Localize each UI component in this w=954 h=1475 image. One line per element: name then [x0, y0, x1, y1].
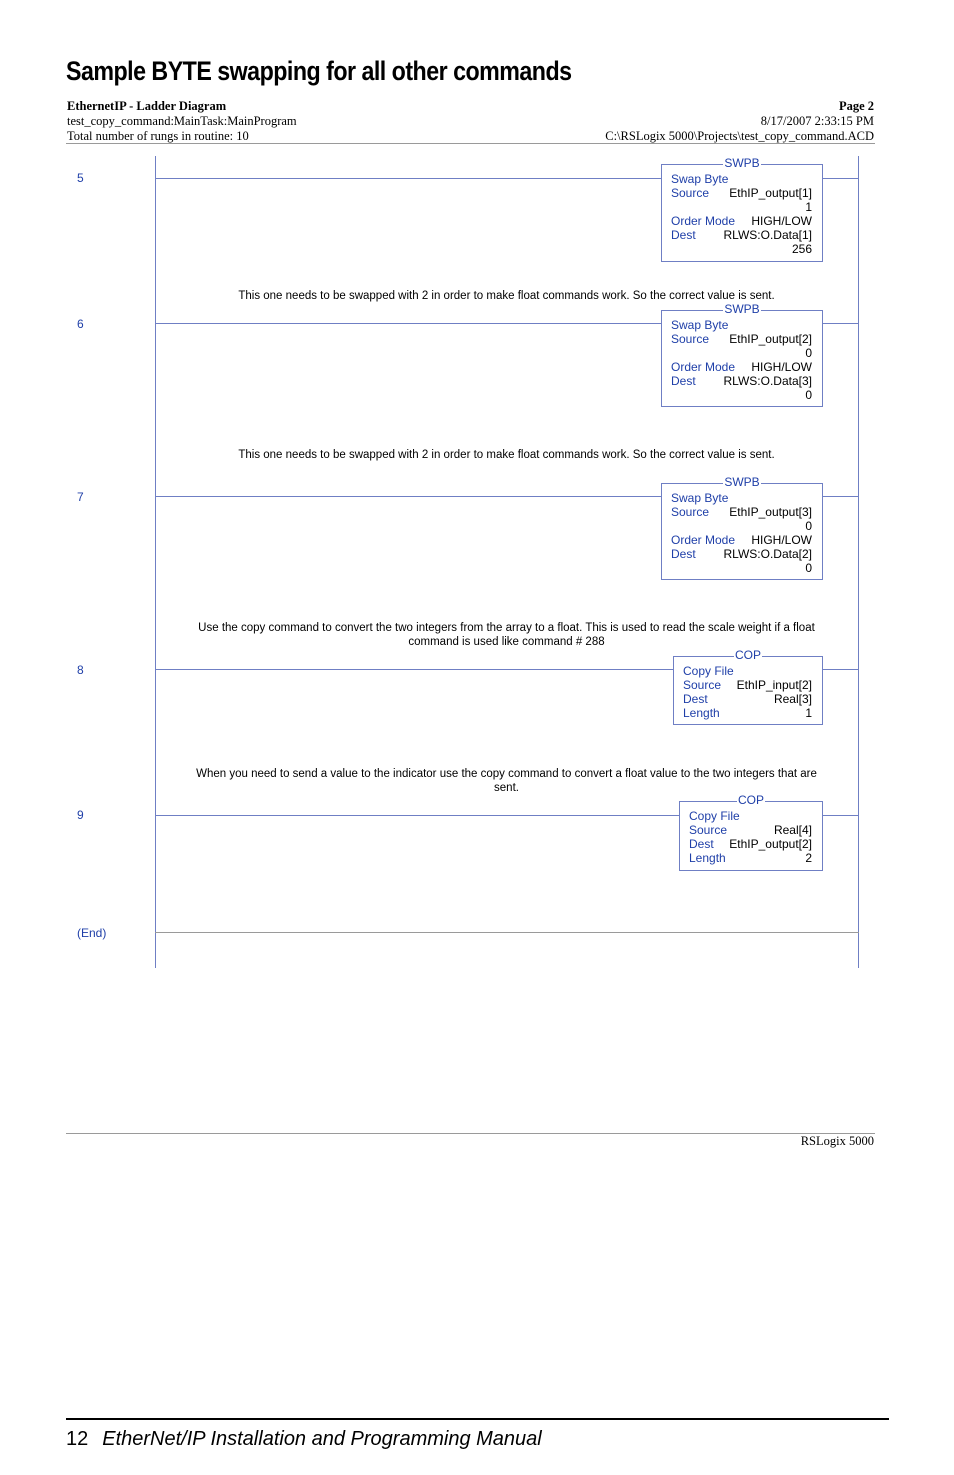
swpb-instruction-block[interactable]: [661, 475, 823, 580]
rung-wire: [155, 496, 662, 497]
instruction-name: Copy File: [683, 664, 734, 678]
source-operand: EthIP_output[3]: [729, 505, 812, 519]
order-mode-value: HIGH/LOW: [751, 360, 812, 374]
routine-path: test_copy_command:MainTask:MainProgram: [67, 114, 297, 128]
rung-number: 9: [77, 808, 84, 822]
source-value: 0: [805, 519, 812, 533]
dest-label: Dest: [671, 547, 696, 561]
dest-value: 256: [791, 242, 812, 256]
dest-operand: RLWS:O.Data[2]: [723, 547, 812, 561]
instruction-mnemonic: COP: [734, 648, 761, 662]
dest-operand: RLWS:O.Data[1]: [723, 228, 812, 242]
length-value: 2: [805, 851, 812, 865]
rung-comment: This one needs to be swapped with 2 in order to make float commands work. So the correct value is sent.: [238, 449, 775, 461]
rung-number: 8: [77, 663, 84, 677]
instruction-mnemonic: SWPB: [724, 475, 760, 489]
instruction-name: Copy File: [689, 809, 740, 823]
swpb-instruction-block[interactable]: [661, 302, 823, 407]
rung-comment: command is used like command # 288: [408, 636, 605, 648]
length-label: Length: [683, 706, 720, 720]
page-footer-rule: [66, 1418, 889, 1420]
instruction-mnemonic: COP: [737, 793, 764, 807]
dest-label: Dest: [683, 692, 708, 706]
rung-wire: [822, 669, 859, 670]
manual-title: EtherNet/IP Installation and Programming Manual: [102, 1428, 542, 1450]
rung-number: 7: [77, 490, 84, 504]
right-power-rail: [858, 156, 859, 968]
rung-wire: [822, 815, 859, 816]
rung-number: 5: [77, 171, 84, 185]
rung-comment: This one needs to be swapped with 2 in order to make float commands work. So the correct value is sent.: [238, 290, 775, 302]
header-divider: [66, 143, 875, 144]
source-operand: EthIP_input[2]: [736, 678, 812, 692]
rung-comment: sent.: [494, 782, 519, 794]
rung-wire: [155, 323, 662, 324]
report-footer-divider: [66, 1133, 875, 1134]
order-mode-label: Order Mode: [671, 533, 736, 547]
order-mode-value: HIGH/LOW: [751, 214, 812, 228]
dest-label: Dest: [689, 837, 714, 851]
source-label: Source: [671, 505, 710, 519]
length-label: Length: [689, 851, 726, 865]
source-operand: EthIP_output[2]: [729, 332, 812, 346]
source-operand: EthIP_output[1]: [729, 186, 812, 200]
end-rung-label: (End): [77, 926, 107, 940]
report-title: EthernetIP - Ladder Diagram: [67, 99, 227, 113]
dest-value: 0: [805, 388, 812, 402]
cop-instruction-block[interactable]: [679, 793, 823, 871]
page-number: 12: [66, 1428, 89, 1450]
rung-wire: [822, 178, 859, 179]
rung-count: Total number of rungs in routine: 10: [67, 129, 249, 143]
length-value: 1: [805, 706, 812, 720]
order-mode-value: HIGH/LOW: [751, 533, 812, 547]
source-label: Source: [689, 823, 728, 837]
page-title: Sample BYTE swapping for all other commands: [66, 56, 572, 86]
instruction-mnemonic: SWPB: [724, 156, 760, 170]
report-footer-text: RSLogix 5000: [800, 1134, 874, 1148]
source-label: Source: [671, 332, 710, 346]
order-mode-label: Order Mode: [671, 360, 736, 374]
dest-value: 0: [805, 561, 812, 575]
page-indicator: Page 2: [838, 99, 874, 113]
source-label: Source: [683, 678, 722, 692]
instruction-mnemonic: SWPB: [724, 302, 760, 316]
rung-wire: [155, 178, 662, 179]
page-footer: [66, 1428, 542, 1451]
source-value: 0: [805, 346, 812, 360]
cop-instruction-block[interactable]: [673, 648, 823, 725]
rung-wire: [822, 323, 859, 324]
dest-operand: Real[3]: [773, 692, 812, 706]
source-label: Source: [671, 186, 710, 200]
rung-number: 6: [77, 317, 84, 331]
rung-comment: When you need to send a value to the indicator use the copy command to convert a float value to the two integers that are: [196, 768, 817, 780]
report-timestamp: 8/17/2007 2:33:15 PM: [760, 114, 874, 128]
instruction-name: Swap Byte: [671, 172, 729, 186]
dest-label: Dest: [671, 374, 696, 388]
source-operand: Real[4]: [773, 823, 812, 837]
rung-wire: [155, 815, 679, 816]
dest-label: Dest: [671, 228, 696, 242]
instruction-name: Swap Byte: [671, 318, 729, 332]
rung-comment: Use the copy command to convert the two integers from the array to a float. This is used to read the scale weight if a float: [198, 622, 815, 634]
project-file-path: C:\RSLogix 5000\Projects\test_copy_command.ACD: [605, 129, 874, 143]
dest-operand: RLWS:O.Data[3]: [723, 374, 812, 388]
left-power-rail: [155, 156, 156, 968]
swpb-instruction-block[interactable]: [661, 156, 823, 262]
instruction-name: Swap Byte: [671, 491, 729, 505]
order-mode-label: Order Mode: [671, 214, 736, 228]
rung-wire: [155, 669, 673, 670]
end-rung-wire: [155, 932, 859, 933]
rung-wire: [822, 496, 859, 497]
source-value: 1: [805, 200, 812, 214]
dest-operand: EthIP_output[2]: [729, 837, 812, 851]
